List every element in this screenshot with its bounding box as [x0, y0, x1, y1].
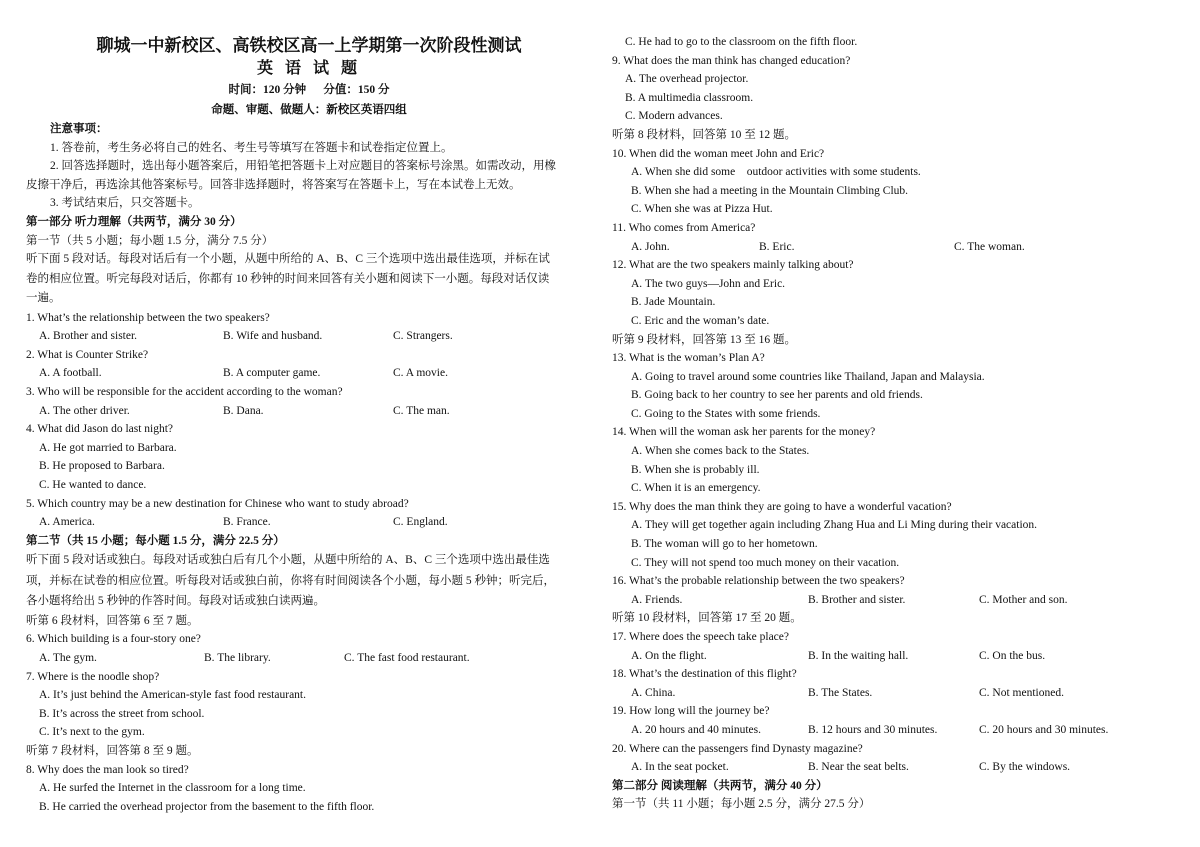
option-b: B. Near the seat belts.	[808, 761, 909, 774]
note-item: 皮擦干净后，再选涂其他答案标号。回答非选择题时，将答案写在答题卡上，写在本试卷上无效。	[26, 178, 521, 191]
authors: 命题、审题、做题人：新校区英语四组	[211, 104, 407, 116]
option-b: B. Brother and sister.	[808, 593, 906, 606]
option-b: B. He carried the overhead projector from the basement to the fifth floor.	[39, 800, 375, 813]
question-13: 13. What is the woman’s Plan A?	[612, 352, 765, 365]
options-19	[612, 721, 1187, 740]
option-c: C. Modern advances.	[625, 110, 723, 123]
option-b: B. A multimedia classroom.	[625, 91, 754, 104]
note-item: 1. 答卷前，考生务必将自己的姓名、考生号等填写在答题卡和试卷指定位置上。	[50, 141, 453, 154]
option-a: A. It’s just behind the American-style fast food restaurant.	[39, 689, 306, 702]
option-a: A. The overhead projector.	[625, 73, 749, 86]
exam-title: 聊城一中新校区、高铁校区高一上学期第一次阶段性测试	[96, 36, 522, 55]
notes-heading: 注意事项：	[50, 123, 108, 135]
section2-heading: 第二节（共 15 小题；每小题 1.5 分，满分 22.5 分）	[26, 534, 285, 547]
option-b: B. Eric.	[759, 240, 795, 253]
note-item: 3. 考试结束后，只交答题卡。	[50, 197, 200, 210]
option-b: B. He proposed to Barbara.	[39, 460, 165, 473]
section1-instructions: 听下面 5 段对话。每段对话后有一个小题，从题中所给的 A、B、C 三个选项中选出最佳选项，并标在试	[26, 253, 550, 266]
option-a: A. A football.	[39, 367, 102, 380]
option-c: C. When she was at Pizza Hut.	[631, 203, 773, 216]
exam-subtitle: 英 语 试 题	[256, 60, 361, 77]
option-a: A. 20 hours and 40 minutes.	[631, 723, 762, 736]
question-11: 11. Who comes from America?	[612, 221, 756, 234]
option-a: A. On the flight.	[631, 649, 707, 662]
option-a: A. In the seat pocket.	[631, 761, 729, 774]
question-5: 5. Which country may be a new destination for Chinese who want to study abroad?	[26, 497, 409, 510]
option-a: A. The other driver.	[39, 404, 130, 417]
section1-instructions: 卷的相应位置。听完每段对话后，你都有 10 秒钟的时间来回答有关小题和阅读下一小题。每段对话仅读	[26, 272, 550, 285]
material-heading: 听第 9 段材料，回答第 13 至 16 题。	[612, 333, 796, 346]
option-b: B. A computer game.	[223, 367, 321, 380]
question-14: 14. When will the woman ask her parents for the money?	[612, 426, 876, 439]
question-16: 16. What’s the probable relationship between the two speakers?	[612, 575, 905, 588]
option-b: B. When she is probably ill.	[631, 463, 760, 476]
options-6	[26, 649, 592, 668]
option-a: A. America.	[39, 516, 95, 529]
question-10: 10. When did the woman meet John and Eric?	[612, 147, 825, 160]
section1-heading: 第一节（共 5 小题；每小题 1.5 分，满分 7.5 分）	[26, 234, 274, 247]
section2-instructions: 项，并标在试卷的相应位置。听每段对话或独白前，你将有时间阅读各个小题，每小题 5 秒钟；听完后，	[26, 574, 555, 587]
note-item: 2. 回答选择题时，选出每小题答案后，用铅笔把答题卡上对应题目的答案标号涂黑。如需改动，用橡	[50, 160, 556, 173]
option-c: C. On the bus.	[979, 649, 1046, 662]
question-6: 6. Which building is a four-story one?	[26, 633, 201, 646]
options-11	[612, 238, 1187, 257]
options-20	[612, 758, 1187, 777]
material-heading: 听第 10 段材料，回答第 17 至 20 题。	[612, 612, 802, 625]
option-c: C. It’s next to the gym.	[39, 726, 145, 739]
left-column	[26, 34, 592, 816]
option-c: C. The man.	[393, 404, 450, 417]
option-b: B. France.	[223, 516, 271, 529]
option-a: A. John.	[631, 240, 670, 253]
option-b: B. When she had a meeting in the Mountain Climbing Club.	[631, 184, 909, 197]
option-c: C. Mother and son.	[979, 593, 1068, 606]
section2-instructions: 听下面 5 段对话或独白。每段对话或独白后有几个小题，从题中所给的 A、B、C 三个选项中选出最佳选	[26, 554, 550, 567]
option-a: A. When she comes back to the States.	[631, 445, 810, 458]
option-c: C. They will not spend too much money on their vacation.	[631, 556, 900, 569]
part1-heading: 第一部分 听力理解（共两节，满分 30 分）	[26, 215, 242, 228]
option-c: C. He had to go to the classroom on the fifth floor.	[625, 36, 858, 48]
option-c: C. Strangers.	[393, 330, 453, 343]
option-b: B. Dana.	[223, 404, 264, 417]
options-18	[612, 684, 1187, 703]
option-b: B. 12 hours and 30 minutes.	[808, 723, 938, 736]
question-7: 7. Where is the noodle shop?	[26, 670, 160, 683]
part2-section1-heading: 第一节（共 11 小题；每小题 2.5 分，满分 27.5 分）	[612, 798, 871, 811]
question-3: 3. Who will be responsible for the accident according to the woman?	[26, 386, 343, 399]
option-b: B. It’s across the street from school.	[39, 707, 205, 720]
question-18: 18. What’s the destination of this flight?	[612, 668, 797, 681]
options-1	[26, 327, 592, 346]
option-b: B. The States.	[808, 686, 873, 699]
option-a: A. They will get together again including Zhang Hua and Li Ming during their vacation.	[631, 519, 1038, 532]
option-a: A. He got married to Barbara.	[39, 441, 177, 454]
option-b: B. Wife and husband.	[223, 330, 323, 343]
option-c: C. A movie.	[393, 367, 448, 380]
question-9: 9. What does the man think has changed education?	[612, 54, 851, 67]
option-b: B. The library.	[204, 652, 271, 665]
time-score: 时间：120 分钟 分值：150 分	[228, 84, 390, 96]
part2-heading: 第二部分 阅读理解（共两节，满分 40 分）	[612, 779, 828, 792]
material-heading: 听第 8 段材料，回答第 10 至 12 题。	[612, 128, 796, 141]
section1-instructions: 一遍。	[26, 292, 61, 305]
question-19: 19. How long will the journey be?	[612, 705, 770, 718]
option-c: C. When it is an emergency.	[631, 482, 761, 495]
option-c: C. He wanted to dance.	[39, 479, 147, 491]
option-c: C. Eric and the woman’s date.	[631, 314, 770, 327]
option-a: A. The two guys—John and Eric.	[631, 277, 786, 290]
option-c: C. The fast food restaurant.	[344, 652, 470, 665]
option-a: A. When she did some outdoor activities with some students.	[631, 166, 921, 179]
section2-instructions: 各小题将给出 5 秒钟的作答时间。每段对话或独白读两遍。	[26, 595, 325, 608]
option-b: B. The woman will go to her hometown.	[631, 538, 818, 551]
question-1: 1. What’s the relationship between the two speakers?	[26, 311, 270, 324]
question-15: 15. Why does the man think they are going to have a wonderful vacation?	[612, 500, 952, 513]
options-5	[26, 513, 592, 532]
question-4: 4. What did Jason do last night?	[26, 423, 174, 436]
option-a: A. China.	[631, 686, 676, 699]
option-a: A. Friends.	[631, 593, 683, 606]
question-8: 8. Why does the man look so tired?	[26, 763, 189, 776]
option-c: C. The woman.	[954, 240, 1025, 253]
question-20: 20. Where can the passengers find Dynasty magazine?	[612, 742, 863, 755]
option-a: A. He surfed the Internet in the classroom for a long time.	[39, 782, 306, 795]
option-c: C. Going to the States with some friends.	[631, 407, 821, 420]
options-2	[26, 364, 592, 383]
options-16	[612, 591, 1187, 610]
question-2: 2. What is Counter Strike?	[26, 348, 149, 361]
option-b: B. In the waiting hall.	[808, 649, 909, 662]
option-c: C. Not mentioned.	[979, 686, 1064, 699]
option-c: C. England.	[393, 516, 448, 529]
question-12: 12. What are the two speakers mainly talking about?	[612, 259, 854, 272]
option-a: A. Brother and sister.	[39, 330, 138, 343]
option-c: C. By the windows.	[979, 761, 1071, 774]
right-column	[612, 33, 1187, 814]
option-a: A. The gym.	[39, 652, 97, 665]
options-17	[612, 647, 1187, 666]
options-3	[26, 402, 592, 421]
question-17: 17. Where does the speech take place?	[612, 631, 789, 643]
option-b: B. Going back to her country to see her parents and old friends.	[631, 389, 923, 402]
option-c: C. 20 hours and 30 minutes.	[979, 723, 1109, 736]
material-heading: 听第 6 段材料，回答第 6 至 7 题。	[26, 614, 199, 627]
material-heading: 听第 7 段材料，回答第 8 至 9 题。	[26, 745, 199, 758]
option-a: A. Going to travel around some countries like Thailand, Japan and Malaysia.	[631, 370, 985, 383]
option-b: B. Jade Mountain.	[631, 296, 716, 309]
